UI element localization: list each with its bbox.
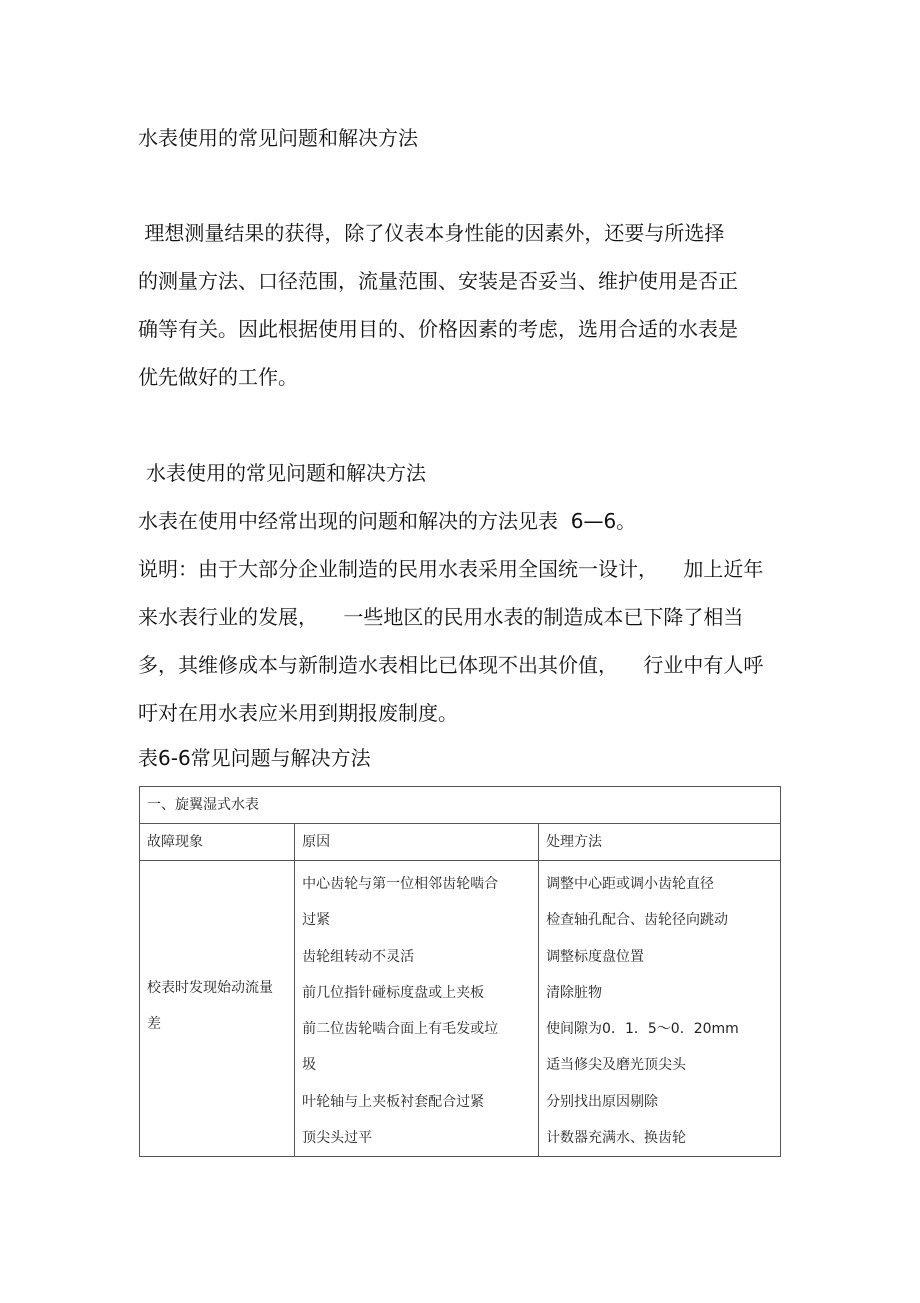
table-caption: 表6-6常见问题与解决方法 — [138, 746, 371, 770]
body-line-1: 水表在使用中经常出现的问题和解决的方法见表 6—6。 — [138, 509, 637, 533]
cause-line: 过紧 — [302, 912, 331, 929]
table-section-title: 一、旋翼湿式水表 — [140, 787, 781, 824]
section-heading: 水表使用的常见问题和解决方法 — [146, 461, 426, 485]
cause-line: 齿轮组转动不灵活 — [302, 948, 415, 965]
intro-line-4: 优先做好的工作。 — [138, 365, 298, 389]
header-symptom: 故障现象 — [140, 824, 295, 861]
cause-line: 顶尖头过平 — [302, 1130, 373, 1147]
body-line-4: 多，其维修成本与新制造水表相比已体现不出其价值， 行业中有人呼 — [138, 653, 764, 677]
cause-line: 前几位指针碰标度盘或上夹板 — [302, 984, 485, 1001]
remedy-line: 分别找出原因剔除 — [546, 1093, 659, 1110]
intro-line-2: 的测量方法、口径范围，流量范围、安装是否妥当、维护使用是否正 — [138, 269, 738, 293]
fault-table — [139, 786, 781, 1157]
cause-line: 圾 — [302, 1057, 317, 1074]
document-title: 水表使用的常见问题和解决方法 — [138, 126, 418, 150]
symptom-line: 差 — [147, 1016, 161, 1032]
cause-line: 前二位齿轮啮合面上有毛发或垃 — [302, 1021, 499, 1038]
remedy-line: 调整中心距或调小齿轮直径 — [546, 876, 715, 892]
remedy-line: 检查轴孔配合、齿轮径向跳动 — [546, 912, 729, 929]
cause-line: 叶轮轴与上夹板衬套配合过紧 — [302, 1093, 485, 1110]
header-remedy: 处理方法 — [539, 824, 781, 861]
symptom-cell — [140, 861, 295, 1157]
body-line-3: 来水表行业的发展， 一些地区的民用水表的制造成本已下降了相当 — [138, 605, 744, 629]
table-header-row — [140, 824, 781, 861]
table-section-row — [140, 787, 781, 824]
remedy-line: 调整标度盘位置 — [546, 948, 645, 965]
remedy-line: 清除脏物 — [546, 984, 603, 1001]
remedy-line: 适当修尖及磨光顶尖头 — [546, 1057, 687, 1074]
table-row — [140, 861, 781, 1157]
intro-line-1: 理想测量结果的获得，除了仪表本身性能的因素外，还要与所选择 — [138, 221, 725, 245]
symptom-line: 校表时发现始动流量 — [147, 979, 273, 996]
cause-cell — [295, 861, 539, 1157]
body-line-2: 说明：由于大部分企业制造的民用水表采用全国统一设计， 加上近年 — [138, 557, 764, 581]
header-cause: 原因 — [295, 824, 539, 861]
remedy-line: 计数器充满水、换齿轮 — [546, 1130, 687, 1147]
remedy-line: 使间隙为0．1．5～0．20mm — [546, 1021, 739, 1038]
cause-line: 中心齿轮与第一位相邻齿轮啮合 — [302, 876, 499, 892]
body-line-5: 吁对在用水表应米用到期报废制度。 — [138, 701, 458, 725]
intro-line-3: 确等有关。因此根据使用目的、价格因素的考虑，选用合适的水表是 — [138, 317, 738, 341]
remedy-cell — [539, 861, 781, 1157]
